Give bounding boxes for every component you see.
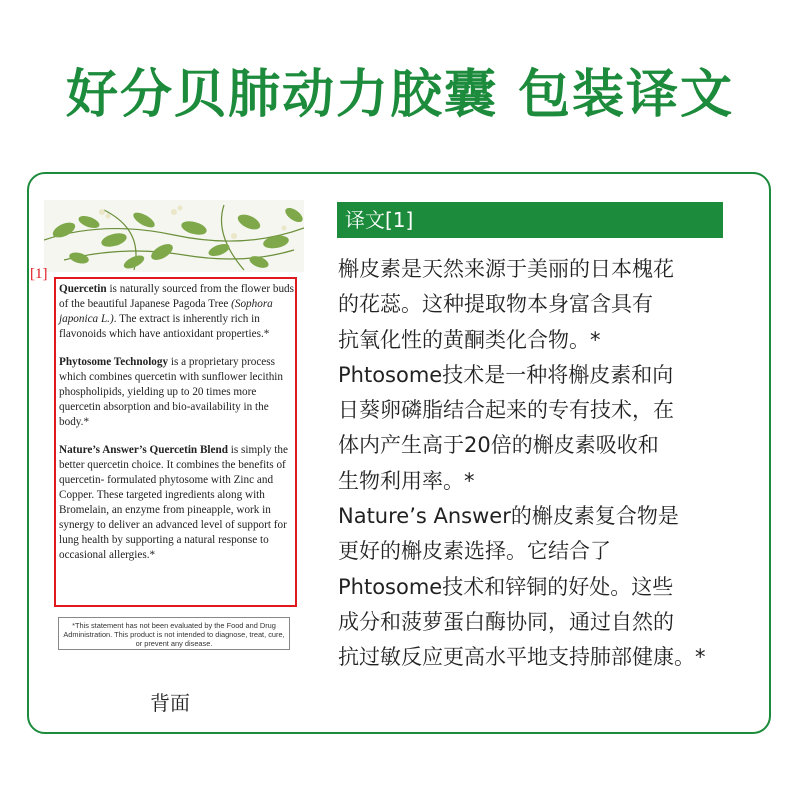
label-text-1b: . The extract is inherently rich in flavonoids which have antioxidant properties.* bbox=[59, 313, 270, 340]
translation-line: 生物利用率。* bbox=[338, 468, 475, 493]
translation-line: 抗氧化性的黄酮类化合物。* bbox=[338, 327, 601, 352]
translation-line: Phtosome技术和锌铜的好处。这些 bbox=[338, 574, 674, 599]
translation-tag: 译文[1] bbox=[337, 202, 723, 238]
translation-line: 的花蕊。这种提取物本身富含具有 bbox=[338, 292, 653, 317]
label-paragraph-quercetin bbox=[59, 282, 295, 342]
label-text-latin: (Sophora japonica L.) bbox=[59, 298, 273, 325]
page-title: 好分贝肺动力胶囊 包装译文 bbox=[65, 65, 735, 125]
label-text-3: is simply the better quercetin choice. It combines the benefits of quercetin- formulated phytosome with Zinc and Copper. These targeted ingredients along with Bromelain, an enzyme from pineapple, work in synergy to deliver an advanced level of support for lung health by supporting a natural response to occasional allergies.* bbox=[59, 444, 288, 561]
translation-line: 体内产生高于20倍的槲皮素吸收和 bbox=[338, 433, 659, 458]
label-heading-blend: Nature’s Answer’s Quercetin Blend bbox=[59, 444, 228, 456]
translation-line: 槲皮素是天然来源于美丽的日本槐花 bbox=[338, 257, 674, 281]
label-english-text bbox=[59, 282, 295, 576]
label-heading-phytosome: Phytosome Technology bbox=[59, 356, 169, 368]
translation-line: Phtosome技术是一种将槲皮素和向 bbox=[338, 362, 674, 387]
label-heading-quercetin: Quercetin bbox=[59, 283, 107, 295]
label-text-1a: is naturally sourced from the flower buds of the beautiful Japanese Pagoda Tree bbox=[59, 283, 294, 310]
translation-line: Nature’s Answer的槲皮素复合物是 bbox=[338, 504, 679, 529]
back-side-caption: 背面 bbox=[150, 691, 190, 715]
translation-line: 更好的槲皮素选择。它结合了 bbox=[338, 539, 611, 564]
label-paragraph-blend bbox=[59, 443, 295, 563]
translation-line: 成分和菠萝蛋白酶协同，通过自然的 bbox=[338, 609, 674, 634]
label-paragraph-phytosome bbox=[59, 355, 295, 430]
translation-line: 抗过敏反应更高水平地支持肺部健康。* bbox=[338, 645, 706, 670]
fda-disclaimer: *This statement has not been evaluated by the Food and Drug Administration. This product is not intended to diagnose, treat, cure, or prevent any disease. bbox=[58, 617, 290, 650]
leaves-illustration bbox=[44, 200, 304, 272]
translation-line: 日葵卵磷脂结合起来的专有技术，在 bbox=[338, 398, 674, 423]
reference-marker: [1] bbox=[30, 266, 48, 282]
translation-text bbox=[338, 252, 768, 676]
label-text-2: is a proprietary process which combines quercetin with sunflower lecithin phospholipids, yielding up to 20 times more quercetin absorption and bio-availability in the body.* bbox=[59, 356, 284, 428]
